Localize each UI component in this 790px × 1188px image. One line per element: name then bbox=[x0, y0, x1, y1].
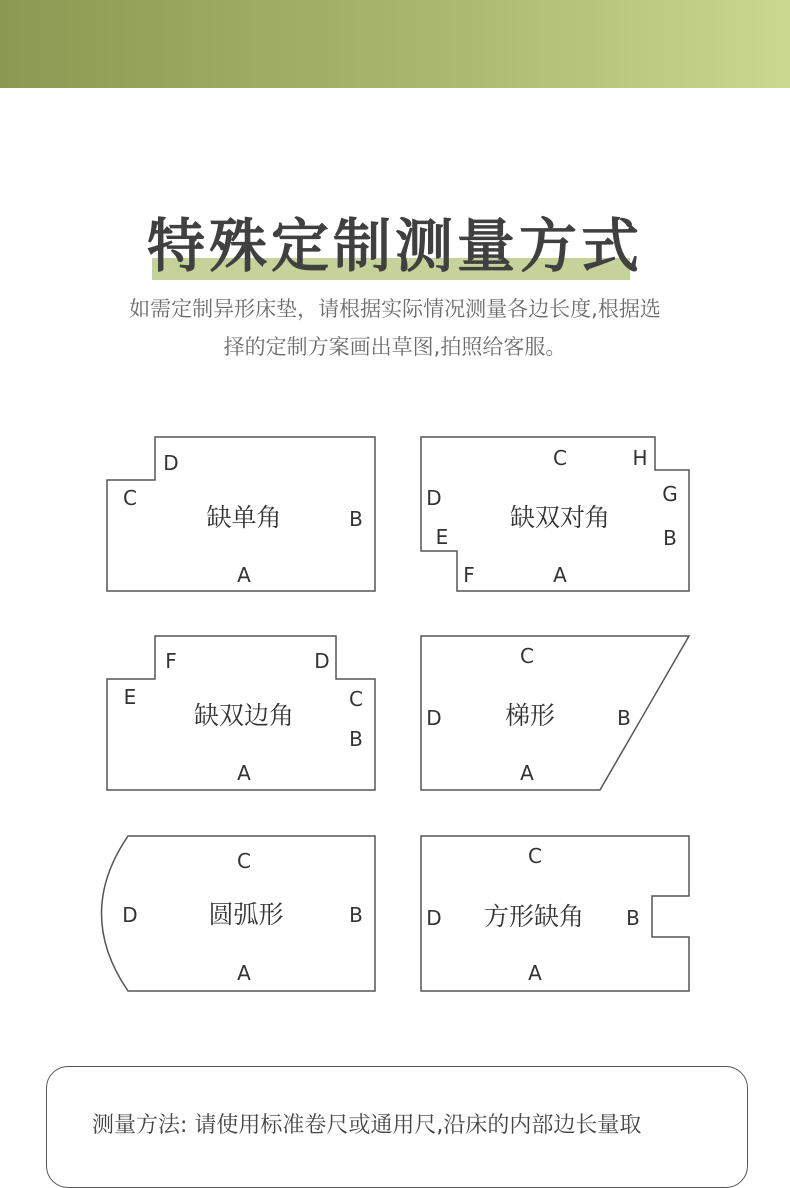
edge-label: C bbox=[553, 446, 567, 470]
shape-name: 方形缺角 bbox=[483, 902, 585, 931]
shape-name: 缺双对角 bbox=[509, 503, 611, 532]
edge-label: F bbox=[463, 563, 475, 587]
edge-label: C bbox=[237, 849, 251, 873]
shape-name: 缺双边角 bbox=[193, 701, 295, 730]
edge-label: C bbox=[123, 486, 137, 510]
edge-label: B bbox=[663, 526, 677, 550]
shape-diagrams bbox=[0, 420, 790, 1020]
shape-name: 缺单角 bbox=[206, 503, 282, 532]
edge-label: A bbox=[237, 761, 251, 785]
edge-label: A bbox=[553, 563, 567, 587]
measurement-note-text: 测量方法: 请使用标准卷尺或通用尺,沿床的内部边长量取 bbox=[92, 1113, 642, 1138]
edge-label: B bbox=[349, 903, 363, 927]
edge-label: C bbox=[349, 687, 363, 711]
shape-double-side-corner bbox=[107, 636, 375, 790]
edge-label: C bbox=[528, 844, 542, 868]
edge-label: F bbox=[165, 649, 177, 673]
shape-name: 梯形 bbox=[504, 701, 556, 730]
edge-label: B bbox=[626, 906, 640, 930]
subtitle bbox=[80, 290, 710, 366]
shape-trapezoid bbox=[421, 636, 689, 790]
edge-label: A bbox=[528, 961, 542, 985]
shape-arc bbox=[102, 836, 376, 991]
subtitle-line: 如需定制异形床垫，请根据实际情况测量各边长度,根据选 bbox=[129, 297, 661, 321]
edge-label: D bbox=[314, 649, 330, 673]
edge-label: E bbox=[435, 525, 449, 549]
edge-label: G bbox=[662, 482, 678, 506]
edge-label: B bbox=[617, 706, 631, 730]
shape-name: 圆弧形 bbox=[208, 900, 284, 929]
shape-square-notch bbox=[421, 836, 689, 991]
edge-label: D bbox=[426, 706, 442, 730]
edge-label: D bbox=[163, 451, 179, 475]
header-banner bbox=[0, 0, 790, 88]
shape-single-corner bbox=[107, 437, 375, 591]
edge-label: D bbox=[426, 486, 442, 510]
edge-label: C bbox=[520, 644, 534, 668]
subtitle-line: 择的定制方案画出草图,拍照给客服。 bbox=[223, 335, 567, 359]
edge-label: H bbox=[632, 446, 648, 470]
title-block bbox=[0, 206, 790, 286]
edge-label: B bbox=[349, 727, 363, 751]
page-title: 特殊定制测量方式 bbox=[146, 212, 643, 280]
edge-label: B bbox=[349, 507, 363, 531]
edge-label: D bbox=[426, 906, 442, 930]
edge-label: A bbox=[237, 563, 251, 587]
edge-label: D bbox=[122, 903, 138, 927]
edge-label: A bbox=[520, 761, 534, 785]
shape-double-opposite-corner bbox=[421, 437, 689, 591]
edge-label: A bbox=[237, 961, 251, 985]
edge-label: E bbox=[123, 685, 137, 709]
